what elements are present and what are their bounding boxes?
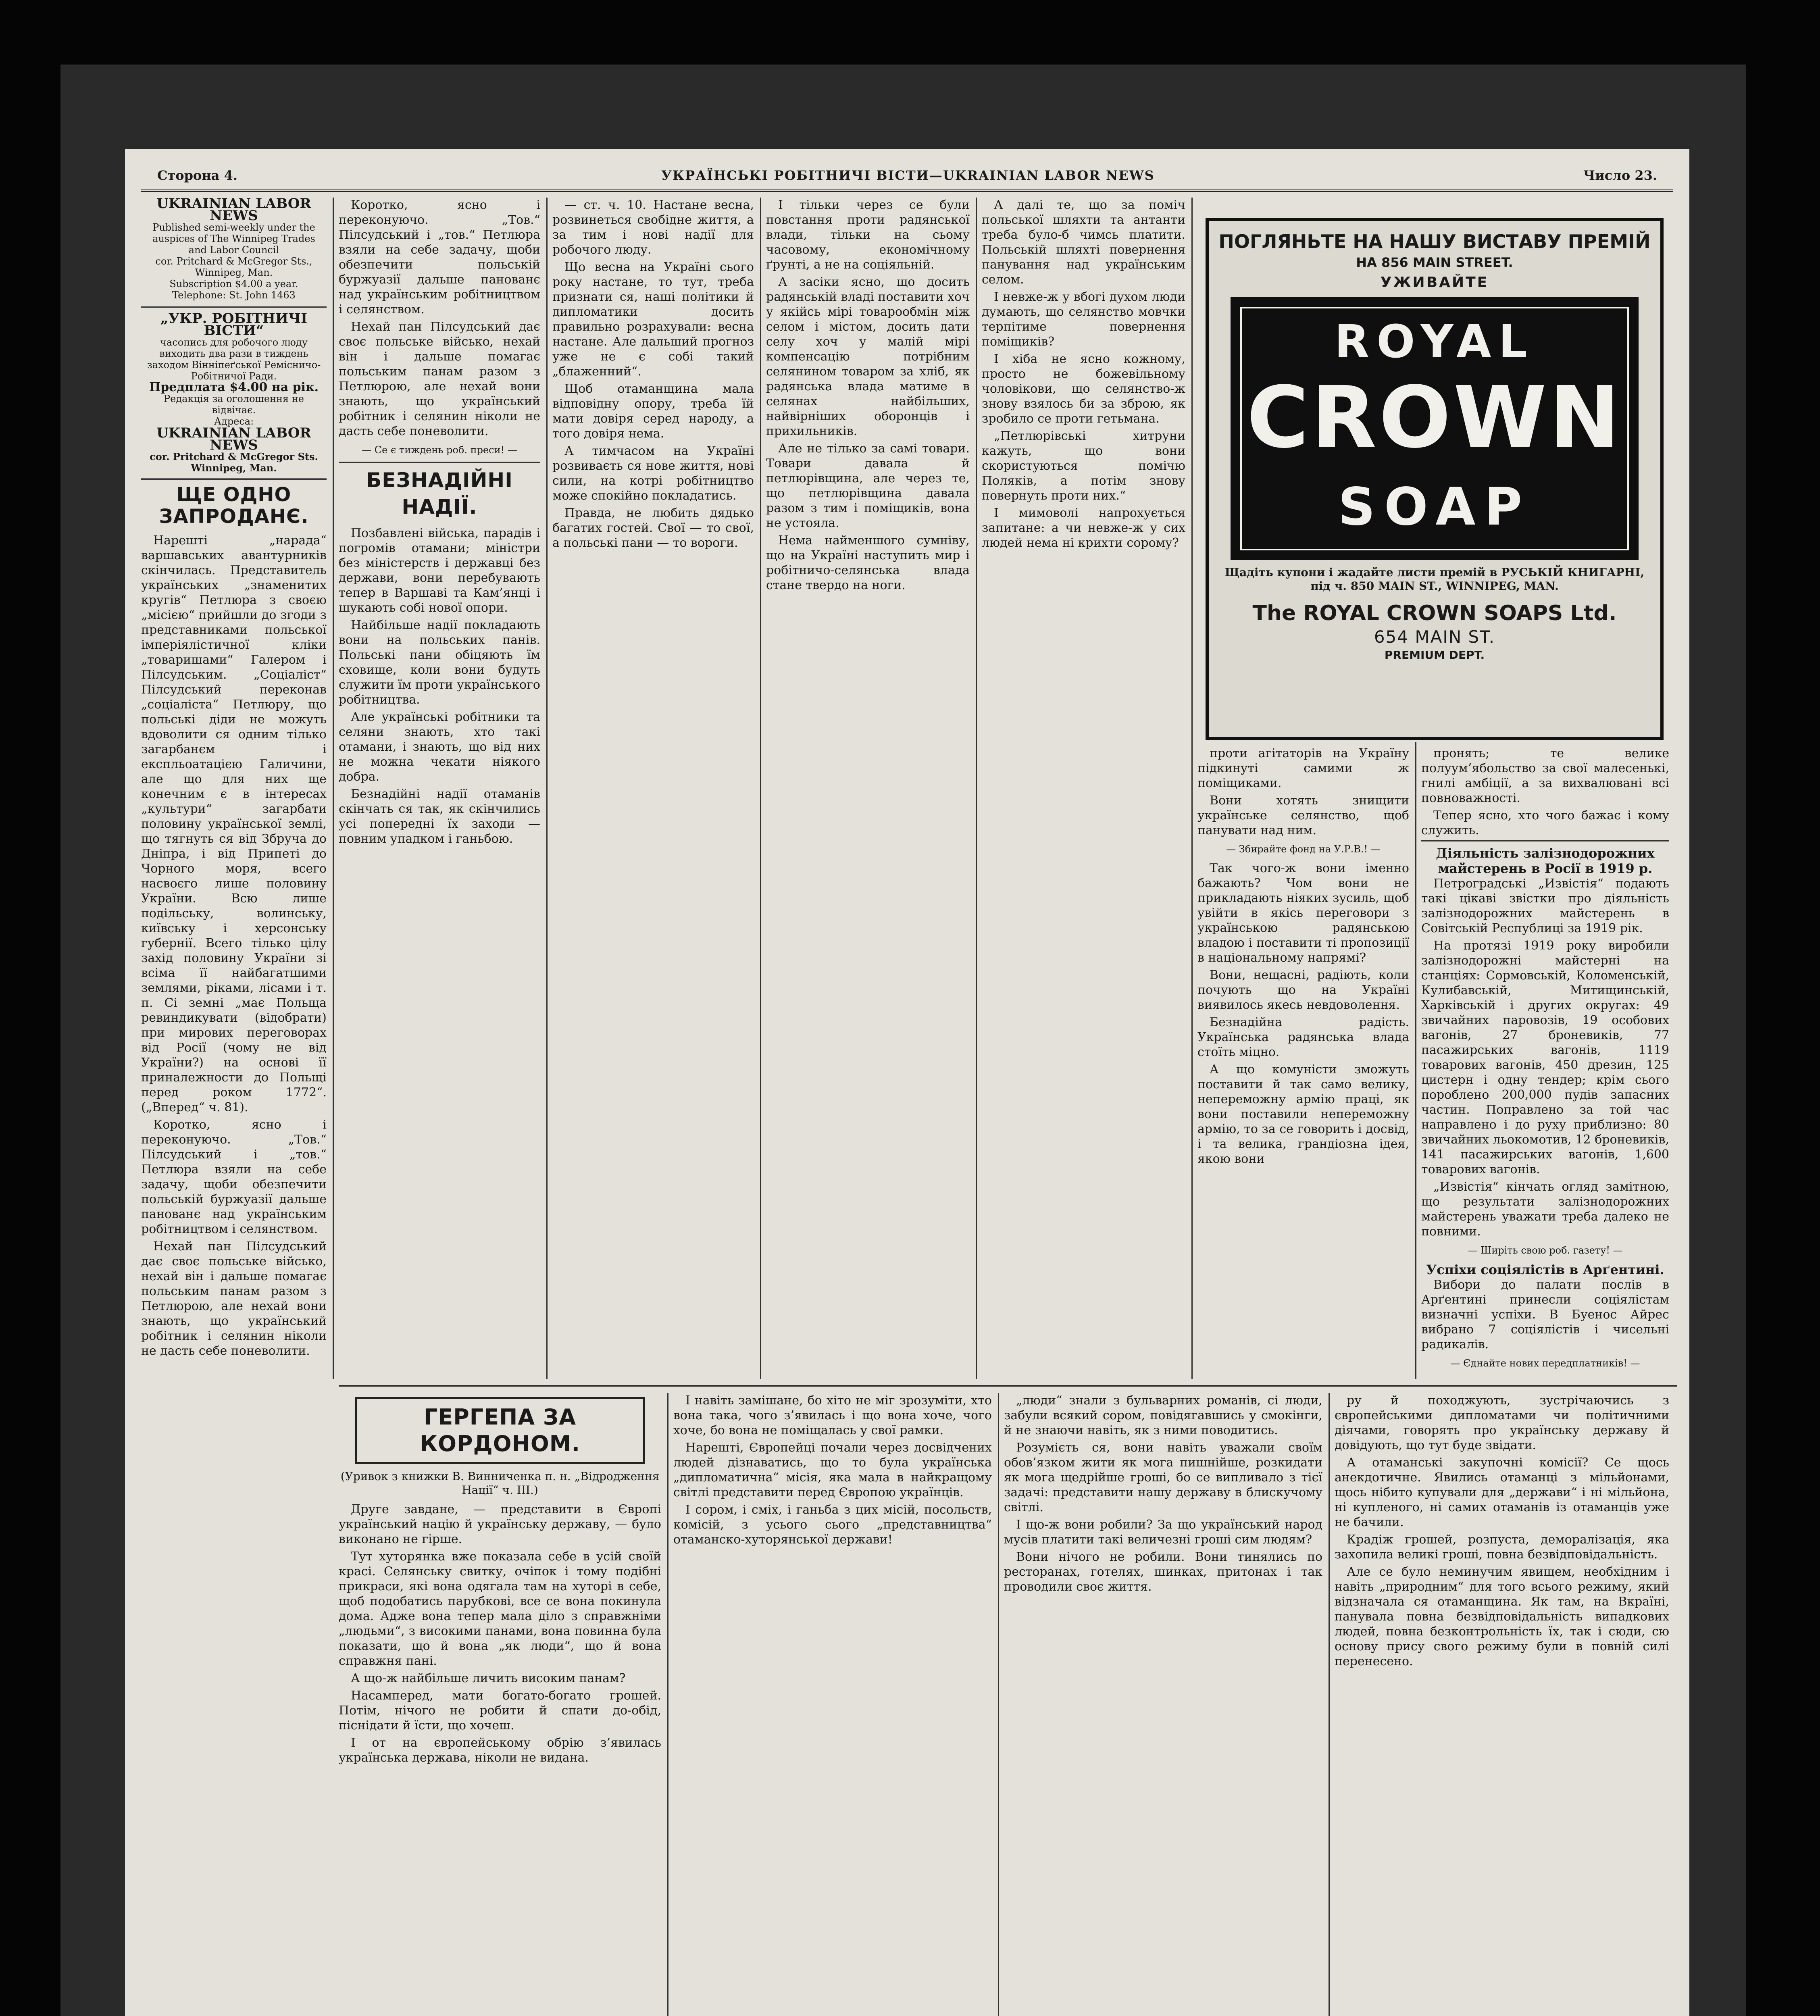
article-paragraph: Тепер ясно, хто чого бажає і кому служить. bbox=[1421, 808, 1669, 837]
newspaper-page bbox=[125, 149, 1689, 2016]
masthead-ua-title: „УКР. РОБІТНИЧІ ВІСТИ“ bbox=[160, 310, 307, 339]
ad-dept: PREMIUM DEPT. bbox=[1384, 648, 1485, 662]
masthead-line: UKRAINIAN LABOR NEWS bbox=[156, 425, 311, 453]
article-paragraph: Але се було неминучим явищем, необхідним і навіть „природним“ для того всього режиму, який відзначала ся отаманщина. Як там, на Вкраїні, панувала повна безвідповідальність випадкових людей, повна безконтрольність їх, так і сюди, сю основу прису свого режиму були в повній силі перенесено. bbox=[1335, 1565, 1669, 1668]
masthead-line: and Labor Council bbox=[188, 244, 279, 256]
article-paragraph: Щоб отаманщина мала відповідну опору, треба їй мати довіря серед народу, а того довіря нема. bbox=[552, 382, 754, 441]
royal-crown-soap-logo bbox=[1231, 297, 1639, 560]
article-paragraph: Крадіж грошей, розпуста, деморалізація, яка захопила великі гроші, повна безвідповідальність. bbox=[1335, 1533, 1669, 1562]
column-rule bbox=[1191, 198, 1193, 1379]
column-rule bbox=[1415, 742, 1416, 1379]
news-title: Діяльність залізнодорожних майстерень в Росії в 1919 р. bbox=[1436, 846, 1655, 876]
article-source: (Уривок з книжки В. Винниченка п. н. „Відродження Нації“ ч. III.) bbox=[340, 1470, 660, 1497]
subscribers-note: — Єднайте нових передплатників! — bbox=[1450, 1358, 1640, 1369]
article-paragraph: „Петлюрівські хитруни кажуть, що вони скористуються помічю Поляків, а потім знову повернуть проти них.“ bbox=[982, 429, 1185, 503]
article-paragraph: Коротко, ясно і переконуючо. „Тов.“ Пілсудський і „тов.“ Петлюра взяли на себе задачу, щоби обезпечити польській буржуазії дальше панованє над українським робітництвом і селянством. bbox=[141, 1118, 327, 1236]
article-paragraph: проти агітаторів на Україну підкинуті самими ж поміщиками. bbox=[1197, 746, 1409, 790]
article-paragraph: Розумієть ся, вони навіть уважали своїм обов’язком жити як мога пишнійше, розкидати як мога щедрійше гроші, бо се випливало з тієї задачі: представити нашу державу в блискучому світлі. bbox=[1004, 1441, 1322, 1514]
logo-crown: CROWN bbox=[1247, 368, 1622, 467]
news-paragraph: Вибори до палати послів в Арґентині принесли соціялістам визначні успіхи. В Буенос Айрес вибрано 7 соціялістів і чисельні радикалів. bbox=[1421, 1278, 1669, 1352]
article-paragraph: Нарешті „нарада“ варшавських авантурників скінчилась. Представитель українських „знаменитих кругів“ Петлюра з своєю „місією“ прийшли до згоди з представниками польської імперіялістичної кліки „товаришами“ Галером і Пілсудським. „Соціаліст“ Пілсудський переконав „соціаліста“ Петлюру, що польські діди не можуть вдоволити ся одним тілько загарбанєм і експльоатацією Галичини, але що для них ще конечним є в інтересах „культури“ загарбати половину української землі, що тягнуть ся від Збруча до Дніпра, і від Припеті до Чорного моря, всего насвоєго лише половину України. Всю лише подільську, волинську, київську і херсонську губернії. Всего тілько цілу захід половину України зі всіма її найбагатшими землями, ріками, лісами і т. п. Сі земні „має Польща ревиндикувати (відобрати) при мирових переговорах від Росії (чому не від України?) на основі її приналежности до Польщі перед роком 1772“. („Вперед“ ч. 81). bbox=[141, 533, 327, 1114]
column-rule bbox=[1329, 1393, 1330, 2016]
article-paragraph: І от на європейському обрію з’явилась українська держава, ніколи не видана. bbox=[339, 1736, 661, 1765]
article-paragraph: Позбавлені війська, парадів і погромів отамани; міністри без міністерств і державці без держави, вони перебувають тепер в Варшаві та Кам’янці і шукають собі нової опори. bbox=[339, 526, 540, 615]
spread-paper-note: — Ширіть свою роб. газету! — bbox=[1468, 1245, 1623, 1256]
column-4 bbox=[766, 198, 970, 1379]
article3-column-4 bbox=[1335, 1393, 1669, 2016]
article-paragraph: Нарешті, Європейці почали через досвідчених людей дізнаватись, що то була українська „дипломатична“ місія, яка мала в найкращому світлі представити перед Європою українців. bbox=[673, 1441, 992, 1500]
page-header bbox=[141, 165, 1673, 192]
article-paragraph: Нехай пан Пілсудський дає своє польське військо, нехай він і дальше помагає польським панам разом з Петлюрою, але нехай вони знають, що український робітник і селянин ніколи не дасть себе поневолити. bbox=[339, 320, 540, 438]
article-paragraph: І хіба не ясно кожному, просто не божевільному чоловікови, що селянство-ж знову взялось би за зброю, як зробило се проти гетьмана. bbox=[982, 352, 1185, 426]
masthead-line: Subscription $4.00 a year. bbox=[169, 278, 298, 289]
article-title: ГЕРГЕПА ЗА КОРДОНОМ. bbox=[420, 1404, 580, 1456]
column-rule bbox=[998, 1393, 999, 2016]
masthead-line: Робітничої Ради. bbox=[191, 371, 277, 382]
masthead-line: Адреса: bbox=[214, 416, 254, 427]
masthead-line: часопись для робочого люду bbox=[160, 337, 308, 348]
article-paragraph: Що весна на Україні сього року настане, то тут, треба признати ся, наші політики й дипломатики досить правильно розрахували: весна настане. Але дальший прогноз уже не є собі такий „блаженний“. bbox=[552, 260, 754, 379]
ad-location: НА 856 MAIN STREET. bbox=[1356, 255, 1513, 270]
press-week-note: — Се є тиждень роб. преси! — bbox=[362, 444, 517, 456]
column-7 bbox=[1421, 746, 1669, 1379]
article-paragraph: Так чого-ж вони іменно бажають? Чом вони не прикладають ніяких зусиль, щоб увійти в якісь переговори з українською радянською владою і поставити ті пропозиції в національному напрямі? bbox=[1197, 861, 1409, 965]
column-rule bbox=[333, 198, 334, 1379]
masthead-line: auspices of The Winnipeg Trades bbox=[152, 233, 315, 244]
issue-number: Число 23. bbox=[1583, 168, 1657, 183]
article-paragraph: А далі те, що за поміч польської шляхти та антанти треба було-б чимсь платити. Польській шляхті повернення панування над українським селом. bbox=[982, 198, 1185, 287]
article-paragraph: Найбільше надії покладають вони на польських панів. Польські пани обіцяють їм сховище, коли вони будуть служити їм проти українського робітництва. bbox=[339, 618, 540, 707]
article3-column-1 bbox=[339, 1393, 661, 2016]
news-title: Успіхи соціялістів в Арґентині. bbox=[1426, 1262, 1664, 1277]
masthead-line: Winnipeg, Man. bbox=[195, 267, 273, 278]
newspaper-title: УКРАЇНСЬКІ РОБІТНИЧІ ВІСТИ—UKRAINIAN LABOR NEWS bbox=[661, 168, 1155, 183]
article-paragraph: А що-ж найбільше личить високим панам? bbox=[351, 1671, 626, 1685]
section-rule bbox=[339, 1385, 1677, 1387]
ad-company: The ROYAL CROWN SOAPS Ltd. bbox=[1252, 601, 1617, 625]
article-paragraph: Друге завдане, — представити в Європі український націю й українську державу, — було виконано не гірше. bbox=[339, 1502, 661, 1546]
article-title: БЕЗНАДІЙНІ НАДІЇ. bbox=[366, 469, 513, 519]
fund-note: — Збирайте фонд на У.Р.В.! — bbox=[1226, 843, 1381, 855]
article-paragraph: І тільки через се були повстання проти радянської влади, тільки на сьому часовому, економічному ґрунті, а не на соціяльній. bbox=[766, 198, 970, 272]
article-paragraph: Нема найменшого сумніву, що на Україні наступить мир і робітничо-селянська влада стане твердо на ноги. bbox=[766, 533, 970, 592]
article-paragraph: Безнадійні надії отаманів скінчать ся так, як скінчились усі попередні їх заходи — повним упадком і ганьбою. bbox=[339, 787, 540, 846]
masthead-en-title: UKRAINIAN LABOR NEWS bbox=[156, 198, 311, 224]
masthead-line: cor. Pritchard & McGregor Sts., bbox=[155, 256, 312, 267]
masthead-line: Winnipeg, Man. bbox=[191, 462, 277, 474]
article-paragraph: А засіки ясно, що досить радянській владі поставити хоч у якійсь мірі товарообмін між селом і містом, досить дати селу хоч у малій мірі компенсацію потрібним селянином товаром за хліб, як радянська влада матиме в селянах найбільших, найвірніших оборонців і прихильників. bbox=[766, 275, 970, 438]
article-paragraph: А що комуністи зможуть поставити й так само велику, непереможну армію праці, як вони поставили непереможну армію, то за се говорить і досвід, і та велика, грандіозна ідея, якою вони bbox=[1197, 1062, 1409, 1166]
article-paragraph: Нехай пан Пілсудський дає своє польське військо, нехай він і дальше помагає польським панам разом з Петлюрою, але нехай вони знають, що український робітник і селянин ніколи не дасть себе поневолити. bbox=[141, 1239, 327, 1358]
column-rule bbox=[546, 198, 548, 1379]
masthead-line: Редакція за оголошення не відвічає. bbox=[164, 393, 304, 416]
masthead-line: Published semi-weekly under the bbox=[152, 222, 315, 233]
article-paragraph: Але не тілько за самі товари. Товари давала й петлюрівщина, але через те, що петлюрівщина давала разом з тим і поміщиків, вона не устояла. bbox=[766, 442, 970, 530]
article-paragraph: А отаманські закупочні комісії? Се щось анекдотичне. Явились отаманці з мільйонами, щось нібито купували для „держави“ і ні мільйона, ні купленого, ні самих отаманів із отаманців уже не бачили. bbox=[1335, 1456, 1669, 1529]
royal-crown-soap-ad bbox=[1206, 218, 1664, 740]
article3-column-2 bbox=[673, 1393, 992, 2016]
logo-royal: ROYAL bbox=[1335, 316, 1535, 368]
ad-use-line: УЖИВАЙТЕ bbox=[1380, 274, 1489, 291]
article-paragraph: Правда, не любить дядько багатих гостей. Свої — то свої, а польські пани — то вороги. bbox=[552, 506, 754, 550]
column-rule bbox=[760, 198, 761, 1379]
article-paragraph: І мимоволі напрохується запитане: а чи невже-ж у сих людей нема ні крихти сорому? bbox=[982, 506, 1185, 550]
article-paragraph: І що-ж вони робили? За що український народ мусів платити такі величезні гроші сим людям? bbox=[1004, 1518, 1322, 1547]
article-paragraph: Але українські робітники та селяни знають, хто такі отамани, і знають, що від них не можна чекати ніякого добра. bbox=[339, 710, 540, 784]
news-paragraph: „Извістія“ кінчать огляд замітною, що результати залізнодорожних майстерень уважати треба далеко не повними. bbox=[1421, 1180, 1669, 1239]
article-paragraph: І навіть замішане, бо хіто не міг зрозуміти, хто вона така, чого з’явилась і що вона хоче, чого хоче, бо вона не поміщалась у свої рамки. bbox=[673, 1393, 992, 1437]
article-paragraph: Вони, нещасні, радіють, коли почують що на Україні виявилось якесь невдоволення. bbox=[1197, 968, 1409, 1012]
column-2 bbox=[339, 198, 540, 1379]
column-rule bbox=[976, 198, 977, 1379]
masthead-line: cor. Pritchard & McGregor Sts. bbox=[150, 451, 318, 462]
masthead-line: Предплата $4.00 на рік. bbox=[149, 380, 319, 394]
page-number: Сторона 4. bbox=[157, 168, 238, 183]
article-paragraph: „люди“ знали з бульварних романів, сі люди, забули всякий сором, повідягавшись у смокінги, й не знаючи навіть, як з ними поводитись. bbox=[1004, 1393, 1322, 1437]
article-paragraph: І невже-ж у вбогі духом люди думають, що селянство мовчки терпітиме повернення поміщиків? bbox=[982, 290, 1185, 349]
article-title: ЩЕ ОДНО ЗАПРОДАНЄ. bbox=[159, 483, 309, 528]
article-paragraph: — ст. ч. 10. Настане весна, розвинеться свобідне життя, а за тим і нові надії для робочого люду. bbox=[552, 198, 754, 257]
ad-coupon-text: Щадіть купони і жадайте листи премій в РУСЬКІЙ КНИГАРНІ, під ч. 850 MAIN ST., WINNIPEG, MAN. bbox=[1224, 566, 1645, 593]
ad-headline: ПОГЛЯНЬТЕ НА НАШУ ВИСТАВУ ПРЕМІЙ bbox=[1218, 231, 1651, 252]
article-paragraph: Коротко, ясно і переконуючо. „Тов.“ Пілсудський і „тов.“ Петлюра взяли на себе задачу, щоби обезпечити польській буржуазії дальше панованє над українським робітництвом і селянством. bbox=[339, 198, 540, 317]
article-paragraph: ру й походжують, зустрічаючись з європейськими дипломатами чи політичними діячами, говорять про українську державу й довідують, що тут буде звідати. bbox=[1335, 1393, 1669, 1452]
news-paragraph: На протязі 1919 року виробили залізнодорожні майстерні на станціях: Сормовській, Коломенській, Кулибавській, Митищинській, Харківській і других округах: 49 звичайних паровозів, 19 особових вагонів, 27 броневиків, 77 пасажирських вагонів, 1119 товарових вагонів, 450 дрезин, 125 цистерн і одну тендер; крім сього пороблено 200,000 пудів запасних частин. Поправлено за той час направлено і до руху приблизно: 80 звичайних льокомотив, 12 броневиків, 141 пасажирських вагонів, 1,600 товарових вагонів. bbox=[1421, 939, 1669, 1177]
article3-column-3 bbox=[1004, 1393, 1322, 2016]
article-paragraph: І сором, і сміх, і ганьба з цих місій, посольств, комісій, з усього сього „представництва“ отаманско-хуторянської держави! bbox=[673, 1503, 992, 1547]
logo-soap: SOAP bbox=[1338, 477, 1531, 537]
article-paragraph: пронять; те велике полуум’ябольство за свої малесенькі, гнилі амбіції, а за вихвалювані всі повноважності. bbox=[1421, 746, 1669, 805]
masthead-line: Telephone: St. John 1463 bbox=[172, 289, 296, 301]
news-paragraph: Петроградські „Извістія“ подають такі цікаві звістки про діяльність залізнодорожних майстерень в Совітській Республиці за 1919 рік. bbox=[1421, 877, 1669, 935]
article-paragraph: Вони нічого не робили. Вони тинялись по ресторанах, готелях, шинках, притонах і так проводили своє життя. bbox=[1004, 1550, 1322, 1594]
column-rule bbox=[667, 1393, 668, 2016]
article-paragraph: Вони хотять знищити українське селянство, щоб панувати над ним. bbox=[1197, 793, 1409, 837]
article-paragraph: Насамперед, мати богато-богато грошей. Потім, нічого не робити й спати до-обід, піснідати й їсти, що хочеш. bbox=[339, 1689, 661, 1733]
masthead-line: виходить два рази в тиждень bbox=[159, 348, 308, 359]
masthead bbox=[141, 198, 327, 480]
article-paragraph: Тут хуторянка вже показала себе в усій своїй красі. Селянську свитку, очіпок і тому подібні прикраси, які вона одягала там на хуторі в себе, щоб подобатись парубкові, все се вона покинула дома. Адже вона тепер мала діло з справжніми „людьми“, з високими панами, вона повинна була показати, що й вона „як люди“, що й вона справжня пані. bbox=[339, 1549, 661, 1668]
column-3 bbox=[552, 198, 754, 1379]
masthead-line: заходом Вінніпеґської Ремісничо- bbox=[147, 359, 321, 371]
column-5 bbox=[982, 198, 1185, 1379]
article-paragraph: Безнадійна радість. Українська радянська влада стоїть міцно. bbox=[1197, 1015, 1409, 1059]
column-1 bbox=[141, 198, 327, 1391]
column-6 bbox=[1197, 746, 1409, 1379]
article-paragraph: А тимчасом на Україні розвиваєть ся нове життя, нові сили, на котрі робітництво може спокійно покладатись. bbox=[552, 444, 754, 503]
ad-address: 654 MAIN ST. bbox=[1374, 627, 1495, 647]
